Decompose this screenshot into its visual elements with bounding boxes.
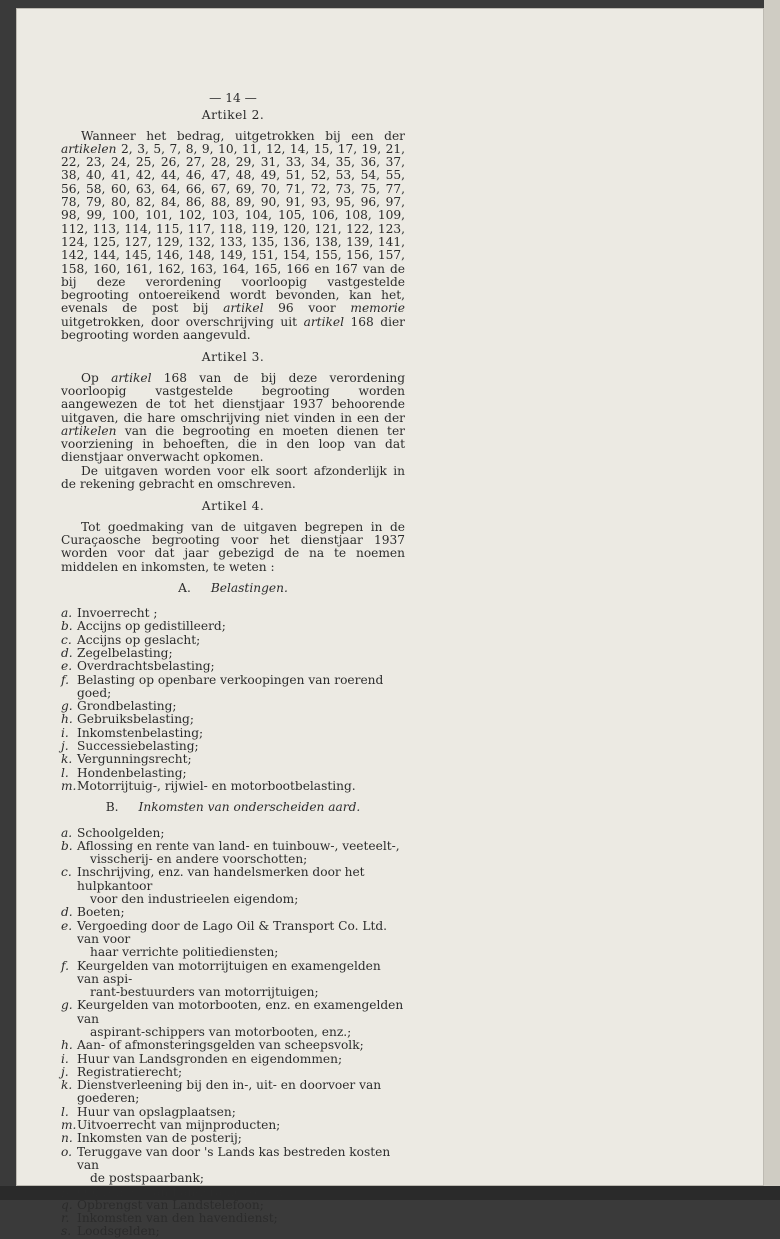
item-letter: k. bbox=[61, 1078, 73, 1093]
item-letter: m. bbox=[61, 778, 77, 793]
list-item bbox=[61, 767, 405, 780]
list-item bbox=[61, 1053, 405, 1066]
item-text bbox=[77, 960, 405, 1000]
item-text bbox=[77, 999, 405, 1039]
section-title: Belastingen. bbox=[210, 580, 288, 595]
list-item bbox=[61, 999, 405, 1039]
artikel-2-heading: Artikel 2. bbox=[201, 108, 265, 123]
item-text-continuation: visscherij- en andere voorschotten; bbox=[90, 852, 308, 867]
item-text bbox=[77, 906, 405, 919]
list-item bbox=[61, 780, 405, 793]
item-text bbox=[77, 1225, 405, 1238]
item-letter: b. bbox=[61, 838, 73, 853]
text-span: 96 voor bbox=[263, 301, 351, 316]
item-letter: l. bbox=[61, 1104, 69, 1119]
list-item bbox=[61, 960, 405, 1000]
text-span: van die begrooting en moeten dienen ter voorziening in behoeften, die in den loop van dat dienstjaar onverwacht opkomen. bbox=[61, 423, 405, 465]
list-item bbox=[61, 1039, 405, 1052]
item-text-main: Uitvoerrecht van mijnproducten; bbox=[77, 1118, 281, 1133]
item-text-main: Registratierecht; bbox=[77, 1064, 183, 1079]
list-item bbox=[61, 740, 405, 753]
list-item bbox=[61, 1225, 405, 1238]
item-text-continuation: voor den industrieelen eigendom; bbox=[90, 892, 299, 907]
item-letter: e. bbox=[61, 659, 73, 674]
list-item bbox=[61, 1186, 405, 1199]
item-text-main: Opbrengst van Landstelefoon; bbox=[77, 1197, 264, 1212]
item-text bbox=[77, 780, 405, 793]
artikel-3-heading: Artikel 3. bbox=[201, 350, 265, 365]
item-text bbox=[77, 634, 405, 647]
list-item bbox=[61, 620, 405, 633]
list-item bbox=[61, 1079, 405, 1106]
item-text-main: Zegelbelasting; bbox=[77, 645, 173, 660]
artikel-4-heading: Artikel 4. bbox=[201, 499, 265, 514]
item-text bbox=[77, 920, 405, 960]
list-item bbox=[61, 1106, 405, 1119]
list-item bbox=[61, 1146, 405, 1186]
item-letter: f. bbox=[61, 958, 69, 973]
italic-term: artikel bbox=[303, 314, 344, 329]
item-text-main: Aflossing en rente van land- en tuinbouw-, veeteelt-, bbox=[77, 838, 400, 853]
item-text bbox=[77, 866, 405, 906]
item-letter: m. bbox=[61, 1118, 77, 1133]
item-text bbox=[77, 1106, 405, 1119]
item-letter: c. bbox=[61, 865, 72, 880]
item-text bbox=[77, 753, 405, 766]
item-letter: h. bbox=[61, 712, 73, 727]
item-letter: s. bbox=[61, 1224, 72, 1239]
item-text-main: Belasting op openbare verkoopingen van roerend goed; bbox=[77, 672, 384, 700]
item-letter: k. bbox=[61, 752, 73, 767]
item-text bbox=[77, 1066, 405, 1079]
list-item bbox=[61, 1212, 405, 1225]
item-text-main: Accijns op gedistilleerd; bbox=[77, 619, 226, 634]
section-letter: B. bbox=[105, 800, 119, 815]
item-text-main: Inkomsten van den havendienst; bbox=[77, 1211, 278, 1226]
list-item bbox=[61, 827, 405, 840]
item-text-main: Overdrachtsbelasting; bbox=[77, 659, 215, 674]
item-letter: h. bbox=[61, 1038, 73, 1053]
text-span: 168 dier begrooting worden aangevuld. bbox=[61, 314, 406, 343]
list-item bbox=[61, 607, 405, 620]
item-text-main: Boeten; bbox=[77, 905, 125, 920]
text-span: 168 van de bij deze verordening voorloopig vastgestelde begrooting worden aangewezen de tot het dienstjaar 1937 behoorende uitgaven, die hare omschrijving niet vinden in een der bbox=[61, 370, 405, 425]
item-text-continuation: rant-bestuurders van motorrijtuigen; bbox=[90, 985, 319, 1000]
item-letter: f. bbox=[61, 672, 69, 687]
item-text-main: Inschrijving, enz. van handelsmerken door het hulpkantoor bbox=[77, 865, 365, 893]
item-text-continuation: aspirant-schippers van motorbooten, enz.; bbox=[90, 1025, 352, 1039]
item-letter: q. bbox=[61, 1197, 73, 1212]
list-item bbox=[61, 906, 405, 919]
item-text-main: Schoolgelden; bbox=[77, 825, 165, 840]
page-number: — 14 — bbox=[209, 91, 257, 105]
item-letter: j. bbox=[61, 739, 69, 754]
item-text bbox=[77, 1212, 405, 1225]
item-text-main: Inkomstenbelasting; bbox=[77, 725, 204, 740]
italic-term: artikelen bbox=[61, 423, 117, 438]
italic-term: artikel bbox=[111, 370, 152, 385]
list-item bbox=[61, 1132, 405, 1145]
item-letter: c. bbox=[61, 632, 72, 647]
item-letter: a. bbox=[61, 825, 73, 840]
italic-term: memorie bbox=[350, 301, 405, 316]
item-text-main: Keurgelden van motorbooten, enz. en examengelden van bbox=[77, 998, 404, 1026]
item-text-main: Inkomsten van de posterij; bbox=[77, 1131, 242, 1146]
list-item bbox=[61, 727, 405, 740]
artikel-4-intro: Tot goedmaking van de uitgaven begrepen in de Curaçaosche begrooting voor het dienstjaar 1937 worden voor dat jaar gebezigd de na te noemen middelen en inkomsten, te weten : bbox=[61, 519, 405, 574]
text-span: Op bbox=[81, 370, 112, 385]
item-letter: g. bbox=[61, 699, 73, 714]
artikel-3-paragraph-2: De uitgaven worden voor elk soort afzonderlijk in de rekening gebracht en omschreven. bbox=[61, 463, 405, 492]
item-text bbox=[77, 620, 405, 633]
item-text-main: Dienstverleening bij den in-, uit- en doorvoer van goederen; bbox=[77, 1078, 382, 1106]
item-text-main: Hondenbelasting; bbox=[77, 765, 187, 780]
artikel-3-paragraph-1 bbox=[61, 372, 405, 465]
item-text bbox=[77, 674, 405, 701]
item-letter: r. bbox=[61, 1211, 70, 1226]
item-letter: g. bbox=[61, 998, 73, 1013]
item-letter: i. bbox=[61, 1051, 69, 1066]
list-item bbox=[61, 713, 405, 726]
item-text bbox=[77, 1199, 405, 1212]
section-a-heading bbox=[61, 582, 405, 595]
artikel-2-paragraph bbox=[61, 130, 405, 343]
item-text bbox=[77, 1146, 405, 1186]
item-text-main: Motorrijtuig-, rijwiel- en motorbootbelasting. bbox=[77, 778, 356, 793]
list-item bbox=[61, 674, 405, 701]
item-text-main: Gebruiksbelasting; bbox=[77, 712, 194, 727]
item-text bbox=[77, 740, 405, 753]
item-text bbox=[77, 727, 405, 740]
item-text-main: Invoerrecht ; bbox=[77, 606, 158, 621]
list-item bbox=[61, 647, 405, 660]
list-item bbox=[61, 920, 405, 960]
item-text bbox=[77, 700, 405, 713]
item-text bbox=[77, 1132, 405, 1145]
item-text-main: Grondbelasting; bbox=[77, 699, 177, 714]
item-text bbox=[77, 1039, 405, 1052]
item-text-continuation: de postspaarbank; bbox=[90, 1171, 205, 1186]
item-text-main: Vergoeding door de Lago Oil & Transport Co. Ltd. van voor bbox=[77, 918, 388, 946]
section-b-heading bbox=[61, 801, 405, 814]
page-edge bbox=[764, 0, 780, 1200]
inkomsten-list bbox=[61, 827, 405, 1239]
item-text-main: Huur van opslagplaatsen; bbox=[77, 1104, 236, 1119]
item-text-main: Teruggave van door 's Lands kas bestreden kosten van bbox=[77, 1144, 391, 1172]
italic-term: artikelen bbox=[61, 141, 117, 156]
page-content bbox=[61, 92, 405, 1239]
item-text-continuation: haar verrichte politiediensten; bbox=[90, 945, 279, 960]
italic-term: artikel bbox=[223, 301, 264, 316]
item-letter: j. bbox=[61, 1064, 69, 1079]
item-text-main: Successiebelasting; bbox=[77, 739, 199, 754]
belastingen-list bbox=[61, 607, 405, 793]
item-text-main: Accijns op geslacht; bbox=[77, 632, 201, 647]
list-item bbox=[61, 1066, 405, 1079]
list-item bbox=[61, 753, 405, 766]
item-text-main: Vergunningsrecht; bbox=[77, 752, 192, 767]
item-letter: n. bbox=[61, 1131, 73, 1146]
item-text bbox=[77, 1079, 405, 1106]
section-letter: A. bbox=[178, 580, 191, 595]
list-item bbox=[61, 840, 405, 867]
item-text-main: Loodsgelden; bbox=[77, 1224, 160, 1239]
item-text bbox=[77, 1186, 405, 1199]
item-text-main: Keurgelden van motorrijtuigen en examengelden van aspi- bbox=[77, 958, 381, 986]
item-letter: b. bbox=[61, 619, 73, 634]
article-number-list: 2, 3, 5, 7, 8, 9, 10, 11, 12, 14, 15, 17, 19, 21, 22, 23, 24, 25, 26, 27, 28, 29, 31, 33, 34, 35, 36, 37, 38, 40, 41, 42, 44, 46, 47, 48, 49, 51, 52, 53, 54, 55, 56, 58, 60, 63, 64, 66, 67, 69, 70, 71, 72, 73, 75, 77, 78, 79, 80, 82, 84, 86, 88, 89, 90, 91, 93, 95, 96, 97, 98, 99, 100, 101, 102, 103, 104, 105, 106, 108, 109, 112, 113, 114, 115, 117, 118, 119, 120, 121, 122, 123, 124, 125, 127, 129, 132, 133, 135, 136, 138, 139, 141, 142, 144, 145, 146, 148, 149, 151, 154, 155, 156, 157, 158, 160, 161, 162, 163, 164, 165, 166 en 167 bbox=[61, 141, 405, 276]
list-item bbox=[61, 866, 405, 906]
item-letter: i. bbox=[61, 725, 69, 740]
item-text-main: Aan- of afmonsteringsgelden van scheepsvolk; bbox=[77, 1038, 364, 1053]
item-text bbox=[77, 827, 405, 840]
item-letter: d. bbox=[61, 645, 73, 660]
item-text bbox=[77, 660, 405, 673]
item-text bbox=[77, 1053, 405, 1066]
text-span: van de bij deze verordening voorloopig vastgestelde begrooting ontoereikend wordt bevonden, kan het, evenals de post bij bbox=[61, 261, 406, 316]
item-text bbox=[77, 840, 405, 867]
item-text bbox=[77, 1119, 405, 1132]
item-text bbox=[77, 767, 405, 780]
list-item bbox=[61, 634, 405, 647]
item-text bbox=[77, 607, 405, 620]
text-span: Wanneer het bedrag, uitgetrokken bij een der bbox=[81, 128, 405, 143]
item-letter: e. bbox=[61, 918, 73, 933]
item-letter: l. bbox=[61, 765, 69, 780]
list-item bbox=[61, 1199, 405, 1212]
list-item bbox=[61, 1119, 405, 1132]
item-letter: d. bbox=[61, 905, 73, 920]
item-text-main: Opbrengst van Landsradioposten; bbox=[77, 1184, 288, 1199]
item-letter: p. bbox=[61, 1184, 73, 1199]
item-letter: a. bbox=[61, 606, 73, 621]
item-text-main: Huur van Landsgronden en eigendommen; bbox=[77, 1051, 343, 1066]
item-text bbox=[77, 647, 405, 660]
list-item bbox=[61, 660, 405, 673]
item-text bbox=[77, 713, 405, 726]
item-letter: o. bbox=[61, 1144, 72, 1159]
section-title: Inkomsten van onderscheiden aard. bbox=[138, 800, 361, 815]
list-item bbox=[61, 700, 405, 713]
text-span: uitgetrokken, door overschrijving uit bbox=[61, 314, 304, 329]
